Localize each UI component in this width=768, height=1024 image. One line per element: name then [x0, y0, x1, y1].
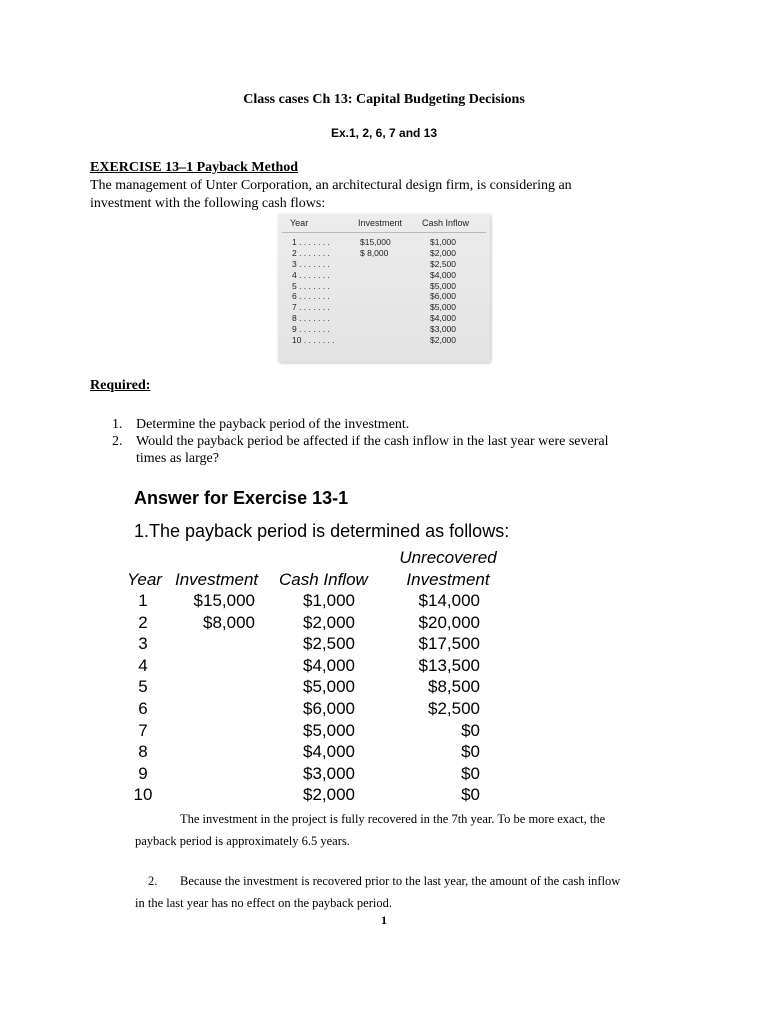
- answer2-line: in the last year has no effect on the payback period.: [135, 896, 392, 910]
- scan-header-investment: Investment: [358, 218, 403, 228]
- scan-cell-cash-inflow: $4,000: [430, 269, 456, 280]
- scan-cell-investment: $15,000: [360, 237, 391, 247]
- page-number: 1: [381, 913, 387, 927]
- cell-unrecovered: $0: [461, 763, 480, 783]
- cell-unrecovered: $0: [461, 742, 480, 762]
- scan-cell-year: 5 . . . . . . .: [292, 280, 330, 291]
- cell-year: 5: [138, 677, 148, 697]
- item-number: 2.: [112, 434, 123, 449]
- cell-unrecovered: $8,500: [428, 677, 480, 697]
- cell-cash-inflow: $5,000: [303, 720, 355, 740]
- required-item: [112, 433, 652, 467]
- answer2-number: 2.: [148, 874, 158, 888]
- answer2-line: Because the investment is recovered prior to the last year, the amount of the cash inflow: [180, 874, 621, 888]
- cell-year: 6: [138, 699, 148, 718]
- intro-line: investment with the following cash flows:: [90, 196, 326, 211]
- document-subtitle: Ex.1, 2, 6, 7 and 13: [330, 126, 438, 140]
- cell-investment: $8,000: [203, 612, 255, 632]
- cell-year: 7: [138, 720, 148, 740]
- cell-year: 9: [138, 763, 148, 783]
- exercise-heading: EXERCISE 13–1 Payback Method: [90, 160, 299, 175]
- scan-table-row: [278, 313, 490, 324]
- scan-cell-year: 6 . . . . . . .: [292, 291, 330, 302]
- exercise-intro: [90, 177, 650, 213]
- cell-unrecovered: $14,000: [418, 591, 480, 610]
- item-text: times as large?: [136, 451, 219, 466]
- cell-year: 4: [138, 655, 148, 675]
- scan-table-row: [278, 302, 490, 313]
- cell-unrecovered: $13,500: [418, 655, 480, 675]
- conclusion-line: payback period is approximately 6.5 years.: [135, 834, 350, 848]
- answer-subtitle: 1.The payback period is determined as follows:: [134, 521, 510, 541]
- scan-cell-cash-inflow: $2,000: [430, 335, 456, 346]
- cell-unrecovered: $17,500: [418, 634, 480, 654]
- header-cash-inflow: Cash Inflow: [279, 570, 368, 589]
- scan-cell-year: 9 . . . . . . .: [292, 324, 330, 335]
- scan-table-row: [278, 281, 490, 292]
- scan-table-row: [278, 270, 490, 281]
- cell-cash-inflow: $4,000: [303, 655, 355, 675]
- cell-unrecovered: $0: [461, 785, 480, 805]
- intro-line: The management of Unter Corporation, an architectural design firm, is considering an: [90, 178, 572, 193]
- scan-cell-cash-inflow: $4,000: [430, 313, 456, 324]
- cell-year: 3: [138, 634, 148, 654]
- cell-cash-inflow: $5,000: [303, 677, 355, 697]
- cash-flow-scan-table: [278, 214, 490, 362]
- scan-cell-cash-inflow: $2,500: [430, 258, 456, 269]
- cell-investment: $15,000: [193, 591, 255, 610]
- header-unrecovered-investment: Investment: [406, 570, 490, 589]
- cell-cash-inflow: $4,000: [303, 742, 355, 762]
- required-item: [112, 416, 652, 433]
- scan-cell-investment: $ 8,000: [360, 247, 389, 258]
- answer-title: Answer for Exercise 13-1: [134, 488, 349, 508]
- header-investment: Investment: [175, 570, 259, 589]
- scan-cell-cash-inflow: $6,000: [430, 291, 456, 302]
- scan-table-row: [278, 335, 490, 346]
- scan-cell-year: 10 . . . . . . .: [292, 335, 335, 346]
- cell-unrecovered: $0: [461, 720, 480, 740]
- conclusion-line: The investment in the project is fully recovered in the 7th year. To be more exact, the: [180, 812, 606, 826]
- scan-cell-cash-inflow: $5,000: [430, 280, 456, 291]
- required-label: Required:: [90, 378, 151, 393]
- cell-cash-inflow: $1,000: [303, 591, 355, 610]
- scan-cell-year: 2 . . . . . . .: [292, 247, 330, 258]
- cell-unrecovered: $20,000: [418, 612, 480, 632]
- cell-year: 2: [138, 612, 148, 632]
- header-year: Year: [127, 570, 162, 589]
- cell-cash-inflow: $6,000: [303, 699, 355, 718]
- item-text: Would the payback period be affected if the cash inflow in the last year were several: [136, 434, 609, 449]
- cell-cash-inflow: $2,000: [303, 612, 355, 632]
- scan-cell-year: 8 . . . . . . .: [292, 313, 330, 324]
- scan-table-row: [278, 324, 490, 335]
- scan-header-cash-inflow: Cash Inflow: [422, 218, 470, 228]
- cell-cash-inflow: $2,000: [303, 785, 355, 805]
- scan-cell-cash-inflow: $3,000: [430, 324, 456, 335]
- scan-cell-year: 3 . . . . . . .: [292, 258, 330, 269]
- cell-unrecovered: $2,500: [428, 699, 480, 718]
- scan-cell-cash-inflow: $2,000: [430, 247, 456, 258]
- scan-table-row: [278, 248, 490, 259]
- cell-cash-inflow: $3,000: [303, 763, 355, 783]
- scan-table-header: [282, 214, 486, 233]
- cell-cash-inflow: $2,500: [303, 634, 355, 654]
- scan-cell-cash-inflow: $1,000: [430, 237, 456, 247]
- scan-table-row: [278, 259, 490, 270]
- cell-year: 8: [138, 742, 148, 762]
- scan-table-row: [278, 291, 490, 302]
- header-unrecovered: Unrecovered: [399, 548, 497, 567]
- scan-cell-year: 1 . . . . . . .: [292, 237, 330, 247]
- item-text: Determine the payback period of the investment.: [136, 417, 410, 432]
- scan-header-year: Year: [290, 218, 309, 228]
- scan-cell-year: 4 . . . . . . .: [292, 269, 330, 280]
- document-title: Class cases Ch 13: Capital Budgeting Decisions: [243, 92, 525, 107]
- required-list: [112, 416, 652, 467]
- cell-year: 10: [133, 785, 153, 805]
- cell-year: 1: [138, 591, 148, 610]
- item-number: 1.: [112, 417, 123, 432]
- scan-cell-year: 7 . . . . . . .: [292, 302, 330, 313]
- scan-table-row: [278, 237, 490, 248]
- scan-cell-cash-inflow: $5,000: [430, 302, 456, 313]
- scan-table-body: [278, 237, 490, 346]
